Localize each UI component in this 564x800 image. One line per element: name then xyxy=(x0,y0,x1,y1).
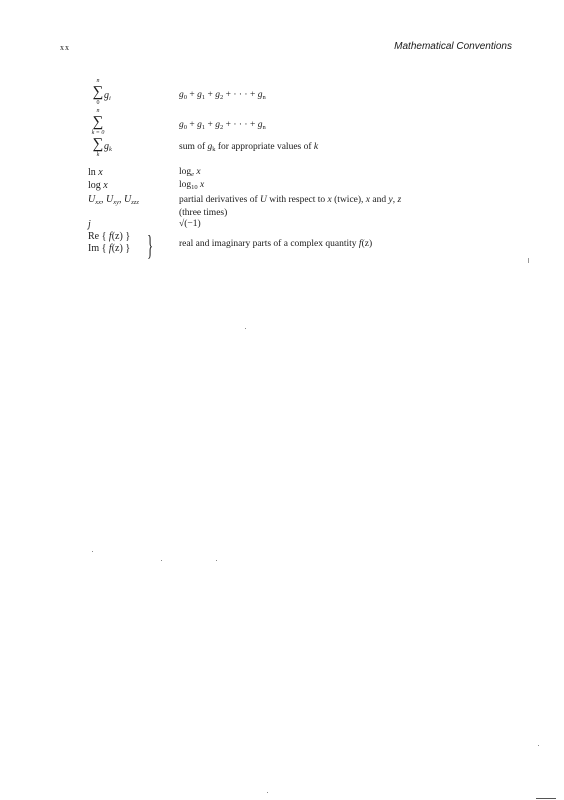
sum-k-symbol xyxy=(86,108,110,137)
re-im-meaning: real and imaginary parts of a complex quantity f(z) xyxy=(179,239,373,249)
sum-gk-term: $g_k$ xyxy=(104,141,112,153)
sum-k-upper-limit: n xyxy=(96,108,100,114)
sigma-glyph: ∑ xyxy=(92,114,104,130)
log-meaning: $\log_{10} x$ xyxy=(179,180,205,191)
sum-i-meaning: $g_0 + g_1 + g_2$ + · · · + $g_n$ xyxy=(179,90,266,101)
margin-mark xyxy=(528,258,529,263)
footer-rule xyxy=(536,798,556,799)
sigma-glyph: ∑ xyxy=(92,136,104,152)
partials-symbol: $U_{xx}$, $U_{xy}$, $U_{zzz}$ xyxy=(88,194,139,206)
sum-k-lower-limit: k = 0 xyxy=(91,130,105,136)
im-symbol: Im { f(z) } xyxy=(88,243,131,254)
re-im-brace: } xyxy=(147,231,154,262)
sum-gk-lower-limit: k xyxy=(96,152,100,158)
scan-speck xyxy=(161,560,162,561)
scan-speck xyxy=(245,328,246,329)
log-symbol: log x xyxy=(88,180,108,191)
scan-speck xyxy=(267,792,268,793)
scan-speck xyxy=(216,560,217,561)
sigma-glyph: ∑ xyxy=(92,84,104,100)
page-number: xx xyxy=(60,43,70,52)
sum-i-lower-limit: 0 xyxy=(96,100,100,106)
ln-symbol: ln x xyxy=(88,167,103,178)
sum-i-term: $g_i$ xyxy=(104,90,111,102)
scan-speck xyxy=(538,745,539,746)
running-head: Mathematical Conventions xyxy=(394,41,512,52)
ln-meaning: $\log_e x$ xyxy=(179,167,201,178)
j-symbol: j xyxy=(88,219,91,230)
scan-speck xyxy=(92,551,93,552)
j-meaning: √(−1) xyxy=(179,219,201,229)
sum-k-meaning: $g_0 + g_1 + g_2$ + · · · + $g_n$ xyxy=(179,120,266,131)
partials-meaning: partial derivatives of U with respect to x (twice), x and y, z (three times) xyxy=(179,195,402,218)
re-symbol: Re { f(z) } xyxy=(88,231,131,242)
sum-gk-meaning: sum of $g_k$ for appropriate values of k xyxy=(179,142,319,153)
sum-i-upper-limit: n xyxy=(96,78,100,84)
